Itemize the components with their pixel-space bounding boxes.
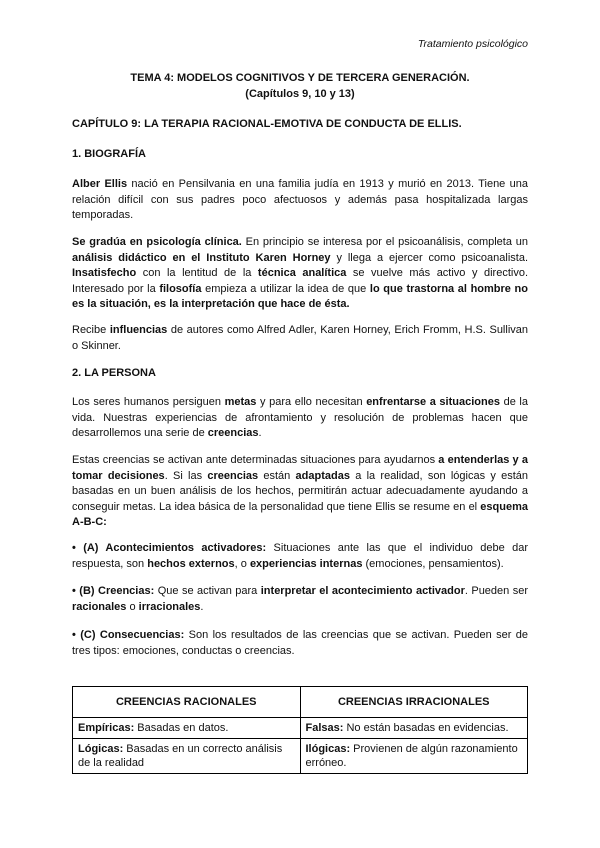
text: se vuelve más activo y directivo. Interesado por la <box>72 267 528 295</box>
bold-text: a entenderlas y a tomar decisiones <box>72 454 528 482</box>
section-heading-persona: 2. LA PERSONA <box>72 367 156 379</box>
bold-text: Alber Ellis <box>72 178 128 190</box>
paragraph-persona-2 <box>72 453 528 531</box>
table-cell <box>73 739 301 774</box>
cell-text: Basadas en un correcto análisis de la realidad <box>78 743 283 769</box>
text: En principio se interesa por el psicoanálisis, completa un <box>241 236 528 248</box>
table-header-row <box>73 687 528 718</box>
bold-text: metas <box>224 396 257 408</box>
bold-text: lo que trastorna al hombre no es la situación, es la interpretación que hace de ésta. <box>72 282 528 311</box>
bold-text: filosofía <box>159 282 202 295</box>
bold-text: esquema A-B-C: <box>72 500 528 529</box>
cell-text: Provienen de algún razonamiento erróneo. <box>305 743 518 769</box>
paragraph-persona-1 <box>72 395 528 442</box>
text: . Si las <box>164 469 208 482</box>
section-heading-biografia: 1. BIOGRAFÍA <box>72 148 146 160</box>
bold-text: creencias <box>207 427 259 440</box>
text: nació en Pensilvania en una familia judía en 1913 y murió en 2013. Tiene una relación difícil con sus padres poco afectuosos y además pasa hospitalizada largas temporadas. <box>72 178 528 222</box>
table-row <box>73 718 528 739</box>
bold-text: adaptadas <box>295 469 350 482</box>
bold-text: Insatisfecho <box>72 267 137 280</box>
cell-term: Ilógicas: <box>305 743 351 755</box>
paragraph-biografia-1 <box>72 177 528 224</box>
text: Los seres humanos persiguen <box>72 396 225 408</box>
text: de autores como Alfred Adler, Karen Horney, Erich Fromm, H.S. Sullivan o Skinner. <box>72 324 528 352</box>
text: . Pueden ser <box>464 585 529 597</box>
text: . <box>258 427 262 440</box>
chapter-heading: CAPÍTULO 9: LA TERAPIA RACIONAL-EMOTIVA DE CONDUCTA DE ELLIS. <box>72 118 462 130</box>
bold-text: Se gradúa en psicología clínica. <box>72 236 242 248</box>
bold-text: técnica analítica <box>257 267 347 280</box>
text: empieza a utilizar la idea de que <box>201 282 370 295</box>
bold-text: racionales <box>72 600 127 613</box>
bold-text: enfrentarse a situaciones <box>366 396 500 408</box>
text: Que se activan para <box>154 585 261 597</box>
table-header-irracionales: CREENCIAS IRRACIONALES <box>300 687 528 718</box>
bold-text: hechos externos <box>147 557 235 570</box>
paragraph-biografia-3 <box>72 323 528 354</box>
table-header-racionales: CREENCIAS RACIONALES <box>73 687 301 718</box>
text: Situaciones ante las que el individuo debe dar respuesta, son <box>72 542 528 570</box>
table-cell <box>300 739 528 774</box>
text: y para ello necesitan <box>256 396 367 408</box>
running-header: Tratamiento psicológico <box>417 38 528 50</box>
bold-text: análisis didáctico en el Instituto Karen Horney <box>72 251 331 264</box>
bullet-acontecimientos <box>72 541 528 572</box>
bold-text: interpretar el acontecimiento activador <box>260 585 465 597</box>
bold-text: • (C) Consecuencias: <box>72 629 185 641</box>
text: (emociones, pensamientos). <box>362 557 504 570</box>
bold-text: influencias <box>109 324 168 336</box>
table-row <box>73 739 528 774</box>
creencias-table <box>72 686 528 774</box>
text: o <box>126 600 139 613</box>
text: de la vida. Nuestras experiencias de afrontamiento y resolución de problemas hacen que desarrollemos una serie de <box>72 396 528 440</box>
cell-term: Lógicas: <box>78 743 124 755</box>
title-line-2: (Capítulos 9, 10 y 13) <box>245 88 355 100</box>
text: Son los resultados de las creencias que se activan. Pueden ser de tres tipos: emociones, conductas o creencias. <box>72 629 528 657</box>
cell-text: Basadas en datos. <box>134 722 229 734</box>
bold-text: • (B) Creencias: <box>72 585 155 597</box>
title-line-1: TEMA 4: MODELOS COGNITIVOS Y DE TERCERA GENERACIÓN. <box>130 72 470 84</box>
text: y llega a ejercer como psicoanalista. <box>330 251 528 264</box>
table-cell <box>73 718 301 739</box>
text: a la realidad, son lógicas y están basadas en un buen análisis de los hechos, permitirán actuar adecuadamente ayudando a conseguir metas. La idea básica de la personalidad que tiene Ellis se resume en el <box>72 469 529 513</box>
text: , o <box>234 557 250 570</box>
cell-term: Empíricas: <box>78 722 135 734</box>
text: con la lentitud de la <box>136 267 258 280</box>
table-cell <box>300 718 528 739</box>
cell-text: No están basadas en evidencias. <box>343 722 509 734</box>
bullet-consecuencias <box>72 628 528 659</box>
cell-term: Falsas: <box>305 722 344 734</box>
text: . <box>200 600 204 613</box>
text: Recibe <box>72 324 110 336</box>
bold-text: irracionales <box>138 600 201 613</box>
document-title <box>72 70 528 102</box>
bold-text: creencias <box>207 469 259 482</box>
bullet-creencias <box>72 584 528 615</box>
text: Estas creencias se activan ante determinadas situaciones para ayudarnos <box>72 454 439 466</box>
paragraph-biografia-2 <box>72 235 528 313</box>
bold-text: • (A) Acontecimientos activadores: <box>72 542 267 554</box>
text: están <box>258 469 296 482</box>
bold-text: experiencias internas <box>249 557 363 570</box>
